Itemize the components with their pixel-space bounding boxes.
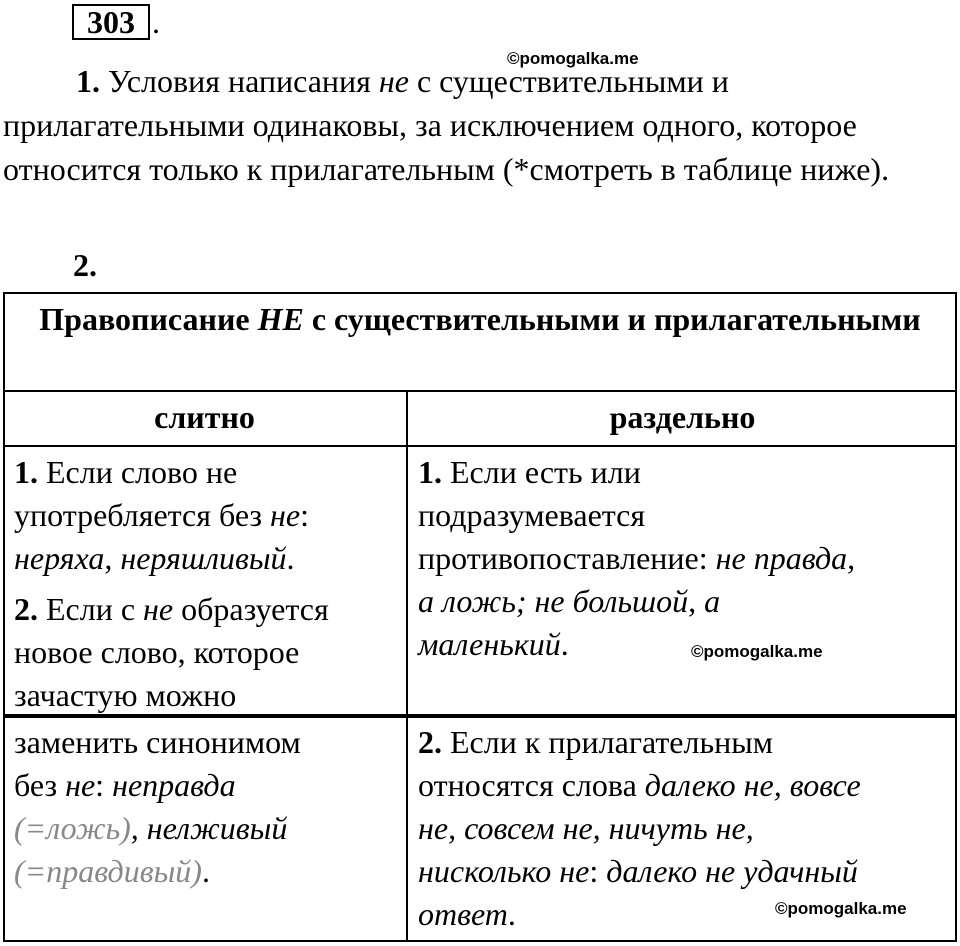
rule-punct: . bbox=[286, 540, 295, 576]
exercise-number-dot: . bbox=[152, 4, 160, 40]
rule-example: неправда bbox=[112, 767, 236, 803]
watermark: ©pomogalka.me bbox=[691, 642, 823, 661]
rule-punct: : bbox=[589, 853, 607, 889]
cell-together-rules-continued bbox=[14, 721, 404, 893]
rule-ne: не bbox=[270, 497, 301, 533]
rule-text: противопоставление: bbox=[418, 540, 716, 576]
rule-example: неряха, неряшливый bbox=[14, 540, 287, 576]
table-title-text-rest: с существительными и прилагательными bbox=[303, 301, 921, 337]
rule-text: Если слово не bbox=[38, 454, 238, 490]
item-1-text-rest: с существительными и прилагательными одинаковы, за исключением одного, которое относится только к прилагательным (*смотреть в таблице ниже). bbox=[3, 63, 890, 187]
rule-punct: : bbox=[95, 767, 113, 803]
column-heading-together: слитно bbox=[154, 399, 255, 435]
rule-example: не, совсем не, ничуть не, bbox=[418, 810, 754, 846]
rule-text: Если с bbox=[38, 591, 144, 627]
rule-2-number: 2. bbox=[14, 591, 38, 627]
rule-example: не правда, bbox=[715, 540, 856, 576]
rule-text: без bbox=[14, 767, 66, 803]
rule-1-number: 1. bbox=[418, 454, 442, 490]
rule-example: далеко не удачный bbox=[606, 853, 858, 889]
rule-text: подразумевается bbox=[418, 497, 646, 533]
column-divider-continued bbox=[406, 716, 408, 942]
cell-separate-rules-continued bbox=[418, 721, 954, 936]
rule-punct: . bbox=[560, 626, 569, 662]
rule-text: образуется bbox=[173, 591, 329, 627]
rule-text: употребляется без bbox=[14, 497, 271, 533]
rule-text: новое слово, которое bbox=[14, 634, 300, 670]
table-title bbox=[3, 298, 957, 341]
rule-text: относятся слова bbox=[418, 767, 645, 803]
rule-punct: : bbox=[300, 497, 310, 533]
cell-separate-rules bbox=[418, 451, 954, 666]
exercise-number: 303 bbox=[72, 4, 150, 40]
cell-together-rules bbox=[14, 451, 404, 714]
table-title-text: Правописание bbox=[39, 301, 258, 337]
watermark: ©pomogalka.me bbox=[507, 49, 639, 68]
item-1-number: 1. bbox=[76, 63, 100, 99]
rule-text: Если к прилагательным bbox=[442, 724, 773, 760]
title-divider bbox=[3, 390, 957, 392]
rule-text: заменить синонимом bbox=[14, 724, 301, 760]
table-title-ne: НЕ bbox=[257, 301, 304, 337]
rule-punct: . bbox=[507, 896, 516, 932]
rule-text: Если есть или bbox=[442, 454, 641, 490]
rule-example: ответ bbox=[418, 896, 508, 932]
rule-example: нисколько не bbox=[418, 853, 590, 889]
item-2-number: 2. bbox=[73, 247, 97, 283]
rule-ne: не bbox=[65, 767, 96, 803]
watermark: ©pomogalka.me bbox=[775, 899, 907, 918]
header-divider bbox=[3, 445, 957, 447]
rule-ne: не bbox=[143, 591, 174, 627]
rule-2-number: 2. bbox=[418, 724, 442, 760]
rule-example: нелживый bbox=[146, 810, 288, 846]
rule-punct: . bbox=[201, 853, 210, 889]
rule-synonym-note: (=ложь) bbox=[14, 810, 131, 846]
rule-synonym-note: (=правдивый) bbox=[14, 853, 202, 889]
item-1-text: Условия написания bbox=[100, 63, 379, 99]
rule-example: маленький bbox=[418, 626, 561, 662]
rule-example: а ложь; не большой, а bbox=[418, 583, 721, 619]
item-1-ne: не bbox=[378, 63, 409, 99]
rule-punct: , bbox=[130, 810, 147, 846]
column-heading-separate: раздельно bbox=[609, 399, 756, 435]
rule-text: зачастую можно bbox=[14, 677, 237, 713]
rule-1-number: 1. bbox=[14, 454, 38, 490]
item-1-paragraph bbox=[3, 59, 953, 191]
column-divider bbox=[406, 390, 408, 716]
rule-example: далеко не, вовсе bbox=[644, 767, 861, 803]
